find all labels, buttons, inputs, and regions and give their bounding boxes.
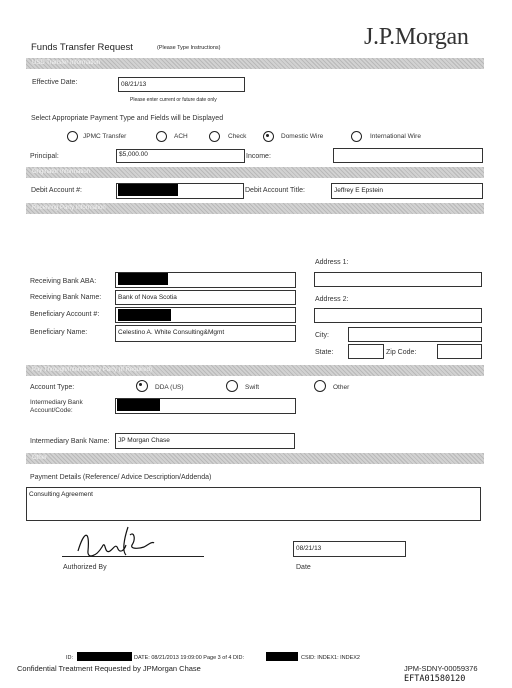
principal-field[interactable]: $5,000.00 (116, 149, 245, 163)
radio-label-swift: Swift (245, 384, 260, 391)
confidential-notice: Confidential Treatment Requested by JPMorgan Chase (17, 664, 201, 673)
beneficiary-name-field[interactable]: Celestino A. White Consulting&Mgmt (115, 325, 296, 342)
redaction-intermediary-account (117, 399, 160, 411)
income-field[interactable] (333, 148, 483, 163)
footer-date-info: DATE: 08/21/2013 19:09:00 Page 3 of 4 DID: (134, 655, 244, 661)
effective-date-label: Effective Date: (32, 79, 78, 86)
principal-label: Principal: (30, 153, 59, 160)
zip-code-label: Zip Code: (386, 349, 417, 356)
redaction-footer-did (266, 652, 298, 661)
intermediary-account-label-line1: Intermediary Bank (30, 399, 83, 406)
radio-label-domestic-wire: Domestic Wire (281, 133, 324, 140)
address1-field[interactable] (314, 272, 482, 287)
radio-other[interactable] (314, 380, 326, 392)
signature (74, 521, 164, 561)
section-originator: Originator Information (26, 167, 484, 178)
debit-account-title-label: Debit Account Title: (245, 187, 305, 194)
radio-label-dda-us: DDA (US) (155, 384, 184, 391)
footer-id-prefix: ID: (66, 655, 74, 661)
debit-account-label: Debit Account #: (31, 187, 82, 194)
section-usd-transfer: USD Transfer Information (26, 58, 484, 69)
radio-domestic-wire[interactable] (263, 131, 274, 142)
radio-label-jpmc-transfer: JPMC Transfer (83, 133, 127, 140)
form-subtitle: (Please Type Instructions) (157, 45, 221, 51)
state-label: State: (315, 349, 334, 356)
authorized-by-label: Authorized By (63, 564, 107, 571)
radio-jpmc-transfer[interactable] (67, 131, 78, 142)
beneficiary-name-label: Beneficiary Name: (30, 329, 88, 336)
zip-code-field[interactable] (437, 344, 482, 359)
address1-label: Address 1: (315, 259, 349, 266)
address2-field[interactable] (314, 308, 482, 323)
redaction-footer-id (77, 652, 132, 661)
state-field[interactable] (348, 344, 384, 359)
signature-line (62, 556, 204, 557)
date-label: Date (296, 564, 311, 571)
redaction-beneficiary-account (118, 309, 171, 321)
debit-account-title-field[interactable]: Jeffrey E Epstein (331, 183, 483, 199)
section-other: Other (26, 453, 484, 464)
radio-label-other: Other (333, 384, 350, 391)
section-receiving-party: Receiving Party Information (26, 203, 484, 214)
radio-dda-us[interactable] (136, 380, 148, 392)
radio-swift[interactable] (226, 380, 238, 392)
radio-label-international-wire: International Wire (370, 133, 421, 140)
footer-csid: CSID: INDEX1: INDEX2 (301, 655, 360, 661)
radio-ach[interactable] (156, 131, 167, 142)
radio-check[interactable] (209, 131, 220, 142)
receiving-bank-name-field[interactable]: Bank of Nova Scotia (115, 290, 296, 305)
signature-date-field[interactable]: 08/21/13 (293, 541, 406, 557)
radio-international-wire[interactable] (351, 131, 362, 142)
radio-label-check: Check (228, 133, 247, 140)
receiving-bank-name-label: Receiving Bank Name: (30, 294, 102, 301)
intermediary-account-label (30, 399, 83, 415)
receiving-bank-aba-label: Receiving Bank ABA: (30, 278, 97, 285)
payment-details-field[interactable]: Consulting Agreement (26, 487, 481, 521)
efta-number: EFTA01580120 (404, 674, 466, 684)
brand-logo: J.P.Morgan (364, 24, 469, 50)
intermediary-account-label-line2: Account/Code: (30, 407, 73, 414)
intermediary-bank-name-field[interactable]: JP Morgan Chase (115, 433, 295, 449)
payment-type-prompt: Select Appropriate Payment Type and Fields will be Displayed (31, 115, 224, 122)
intermediary-bank-name-label: Intermediary Bank Name: (30, 438, 110, 445)
bates-number: JPM-SDNY-00059376 (404, 664, 478, 673)
address2-label: Address 2: (315, 296, 349, 303)
income-label: Income: (246, 153, 271, 160)
section-pay-through: Pay Through/Intermediary Party (If Required) (26, 365, 484, 376)
effective-date-field[interactable]: 08/21/13 (118, 77, 245, 92)
beneficiary-account-label: Beneficiary Account #: (30, 311, 100, 318)
radio-label-ach: ACH (174, 133, 188, 140)
city-label: City: (315, 332, 329, 339)
form-title: Funds Transfer Request (31, 42, 133, 53)
redaction-debit-account (118, 184, 178, 196)
redaction-receiving-aba (118, 273, 168, 285)
city-field[interactable] (348, 327, 482, 342)
payment-details-label: Payment Details (Reference/ Advice Description/Addenda) (30, 474, 212, 481)
account-type-label: Account Type: (30, 384, 75, 391)
effective-date-note: Please enter current or future date only (130, 97, 217, 103)
